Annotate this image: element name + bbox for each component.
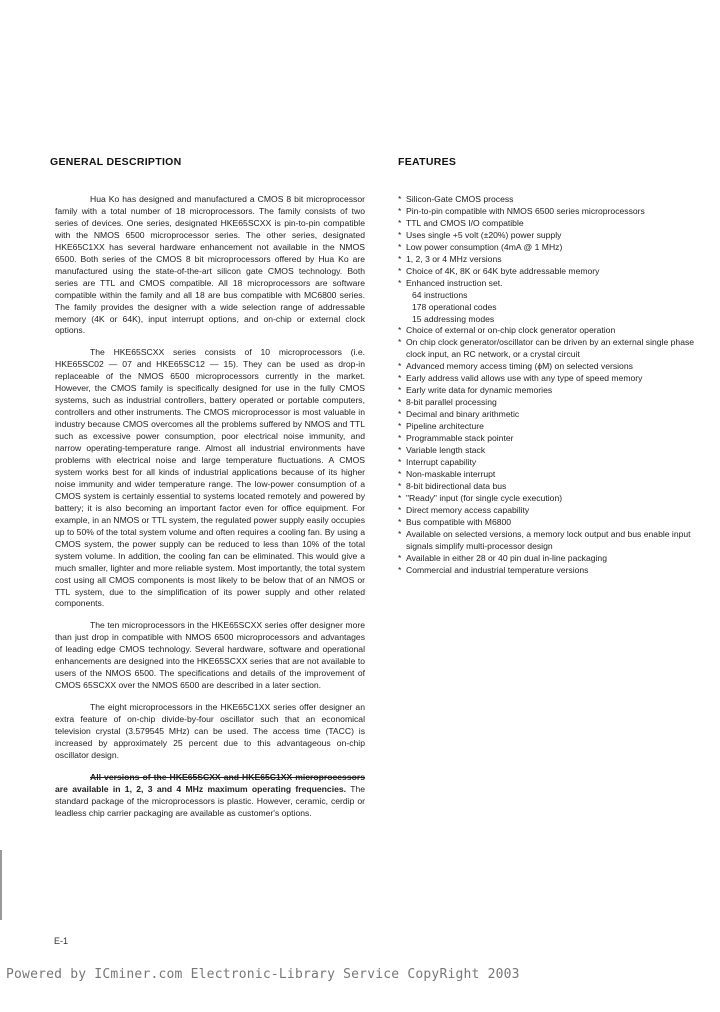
feature-text: Uses single +5 volt (±20%) power supply: [406, 229, 562, 240]
feature-text: 1, 2, 3 or 4 MHz versions: [406, 253, 502, 264]
feature-subitem: 64 instructions: [412, 289, 468, 300]
feature-text: Silicon-Gate CMOS process: [406, 194, 514, 204]
feature-text: 8-bit bidirectional data bus: [406, 480, 507, 491]
feature-text: Non-maskable interrupt: [406, 468, 496, 479]
feature-subitem: 15 addressing modes: [412, 313, 495, 324]
page-number: E-1: [54, 936, 69, 946]
feature-text: Programmable stack pointer: [406, 433, 514, 444]
bullet-star: *: [398, 265, 402, 276]
struck-text: All versions of the HKE65SCXX and HKE65C1XX microprocessors: [90, 771, 365, 782]
description-paragraph-availability: [55, 772, 365, 820]
bullet-star: *: [398, 564, 402, 575]
bullet-star: *: [398, 241, 402, 252]
feature-text: Decimal and binary arithmetic: [406, 409, 520, 420]
feature-text: TTL and CMOS I/O compatible: [406, 217, 524, 228]
feature-text: Direct memory access capability: [406, 504, 530, 515]
feature-item: [398, 481, 710, 493]
feature-text: Pin-to-pin compatible with NMOS 6500 series microprocessors: [406, 205, 645, 216]
feature-text: Bus compatible with M6800: [406, 516, 512, 527]
general-description-body: [55, 194, 365, 830]
bullet-star: *: [398, 528, 402, 539]
feature-item: [398, 206, 710, 218]
feature-text: Enhanced instruction set.: [406, 277, 503, 288]
feature-item: [398, 194, 710, 206]
general-description-heading: GENERAL DESCRIPTION: [50, 156, 182, 168]
feature-item: [398, 469, 710, 481]
bullet-star: *: [398, 421, 402, 432]
feature-text: Interrupt capability: [406, 456, 477, 467]
bullet-star: *: [398, 325, 402, 336]
feature-item: [398, 517, 710, 529]
feature-item: [398, 254, 710, 266]
feature-item: [398, 361, 710, 373]
feature-text: Choice of external or on-chip clock generator operation: [406, 325, 616, 336]
bullet-star: *: [398, 194, 402, 204]
footer-watermark: Powered by ICminer.com Electronic-Library Service CopyRight 2003: [6, 967, 520, 982]
feature-text: On chip clock generator/oscillator can be driven by an external single phase clock input, an RC network, or a crystal circuit: [406, 337, 695, 360]
feature-item: [398, 325, 710, 337]
description-paragraph: The ten microprocessors in the HKE65SCXX series offer designer more than just drop in compatible with NMOS 6500 microprocessors and advantages of leading edge CMOS technology. Several hardware, software and operational enhancements are designed into the HKE65SCXX series that are not available to users of the NMOS 6500. The specifications and details of the improvement of CMOS 65SCXX over the NMOS 6500 are described in a later section.: [55, 620, 365, 691]
feature-item: [398, 373, 710, 385]
feature-text: 8-bit parallel processing: [406, 397, 497, 408]
feature-item: [398, 278, 710, 290]
bullet-star: *: [398, 361, 402, 372]
bullet-star: *: [398, 456, 402, 467]
description-paragraph: The eight microprocessors in the HKE65C1XX series offer designer an extra feature of on-chip divide-by-four oscillator such that an economical television crystal (3.579545 MHz) can be used. The access time (TACC) is increased by approximately 25 percent due to this advantageous on-chip oscillator design.: [55, 702, 365, 760]
scan-edge-mark: [0, 850, 2, 920]
feature-item: [398, 385, 710, 397]
feature-item: [398, 397, 710, 409]
bullet-star: *: [398, 516, 402, 527]
feature-item: [398, 553, 710, 565]
feature-item: [398, 337, 710, 361]
feature-item: [398, 505, 710, 517]
feature-subitem: 178 operational codes: [412, 301, 497, 312]
bullet-star: *: [398, 492, 402, 503]
feature-text: Choice of 4K, 8K or 64K byte addressable memory: [406, 265, 600, 276]
feature-item: [398, 433, 710, 445]
feature-text: Variable length stack: [406, 445, 486, 456]
feature-text: "Ready" input (for single cycle execution): [406, 492, 563, 503]
feature-text: Pipeline architecture: [406, 421, 484, 432]
feature-text: Low power consumption (4mA @ 1 MHz): [406, 241, 563, 252]
description-paragraph: Hua Ko has designed and manufactured a CMOS 8 bit microprocessor family with a total number of 18 microprocessors. The family consists of two series of devices. One series, designated HKE65SCXX is pin-to-pin compatible with the NMOS 6500 microprocessor series. The other series, designated HKE65C1XX has several hardware enhancement not available in the NMOS 6500. Both series of the CMOS 8 bit microprocessors offered by Hua Ko are manufactured using the state-of-the-art silicon gate CMOS technology. Both series are TTL and CMOS compatible. All 18 microprocessors are software compatible within the family and all 18 are bus compatible with MC6800 series. The family provides the designer with a wide selection range of addressable memory (4K or 64K), input interrupt options, and on-chip or external clock options.: [55, 194, 365, 336]
feature-text: Early write data for dynamic memories: [406, 385, 553, 396]
bullet-star: *: [398, 480, 402, 491]
feature-item: [398, 457, 710, 469]
feature-item: [398, 409, 710, 421]
description-paragraph: The HKE65SCXX series consists of 10 microprocessors (i.e. HKE65SC02 — 07 and HKE65SC12 — 15). They can be used as drop-in replaceable of the NMOS 6500 microprocessors currently in the market. However, the CMOS family is specifically designed for use in the fully CMOS systems, such as industrial controllers, battery operated or portable computers, controllers and other instruments. The CMOS microprocessor is most valuable in industry because CMOS overcomes all the problems suffered by NMOS and TTL such as excessive power consumption, poor electrical noise immunity, and narrow operating-temperature range. Almost all industrial environments have problems with electrical noise and large temperature fluctuations. A CMOS system works best for all kinds of industrial applications because of its higher noise immunity and wider temperature range. The low-power consumption of a CMOS system is certainly essential to systems located remotely and powered by battery; it is also becoming an important factor even for office equipment. For example, in an NMOS or TTL system, the regulated power supply easily occupies up to 50% of the total system volume and often requires a cooling fan. By using a CMOS system, the power supply can be reduced to less than 10% of the total system volume. In addition, the cooling fan can be eliminated. This would give a much smaller, lighter and more reliable system. Most importantly, the total system cost using all CMOS components is most likely to be below that of an NMOS or TTL system, due to the simplification of its power supply and other related components.: [55, 347, 365, 609]
bullet-star: *: [398, 337, 402, 348]
feature-item: [398, 421, 710, 433]
feature-text: Advanced memory access timing (ϕM) on selected versions: [406, 361, 633, 372]
bullet-star: *: [398, 217, 402, 228]
feature-item: [398, 218, 710, 230]
feature-text: Available on selected versions, a memory lock output and bus enable input signals simplify multi-processor design: [406, 528, 691, 551]
feature-text: Early address valid allows use with any type of speed memory: [406, 373, 643, 384]
bullet-star: *: [398, 433, 402, 444]
bullet-star: *: [398, 205, 402, 216]
feature-item: [398, 266, 710, 278]
feature-item: [398, 445, 710, 457]
bullet-star: *: [398, 277, 402, 288]
feature-item: [398, 565, 710, 577]
features-heading: FEATURES: [398, 156, 457, 168]
feature-item: [398, 529, 710, 553]
feature-text: Available in either 28 or 40 pin dual in-line packaging: [406, 552, 607, 563]
feature-item: [398, 242, 710, 254]
bullet-star: *: [398, 504, 402, 515]
bullet-star: *: [398, 397, 402, 408]
bullet-star: *: [398, 373, 402, 384]
features-list: [398, 194, 710, 577]
feature-item: [398, 493, 710, 505]
bullet-star: *: [398, 385, 402, 396]
bullet-star: *: [398, 229, 402, 240]
feature-text: Commercial and industrial temperature versions: [406, 564, 589, 575]
bullet-star: *: [398, 253, 402, 264]
bullet-star: *: [398, 552, 402, 563]
package-text: The standard package of the microprocessors is plastic. However, ceramic, cerdip or leadless chip carrier packaging are available as customer's options.: [55, 783, 366, 818]
bold-text: are available in 1, 2, 3 and 4 MHz maximum operating frequencies.: [55, 783, 347, 794]
bullet-star: *: [398, 445, 402, 456]
bullet-star: *: [398, 468, 402, 479]
bullet-star: *: [398, 409, 402, 420]
feature-item: [398, 230, 710, 242]
